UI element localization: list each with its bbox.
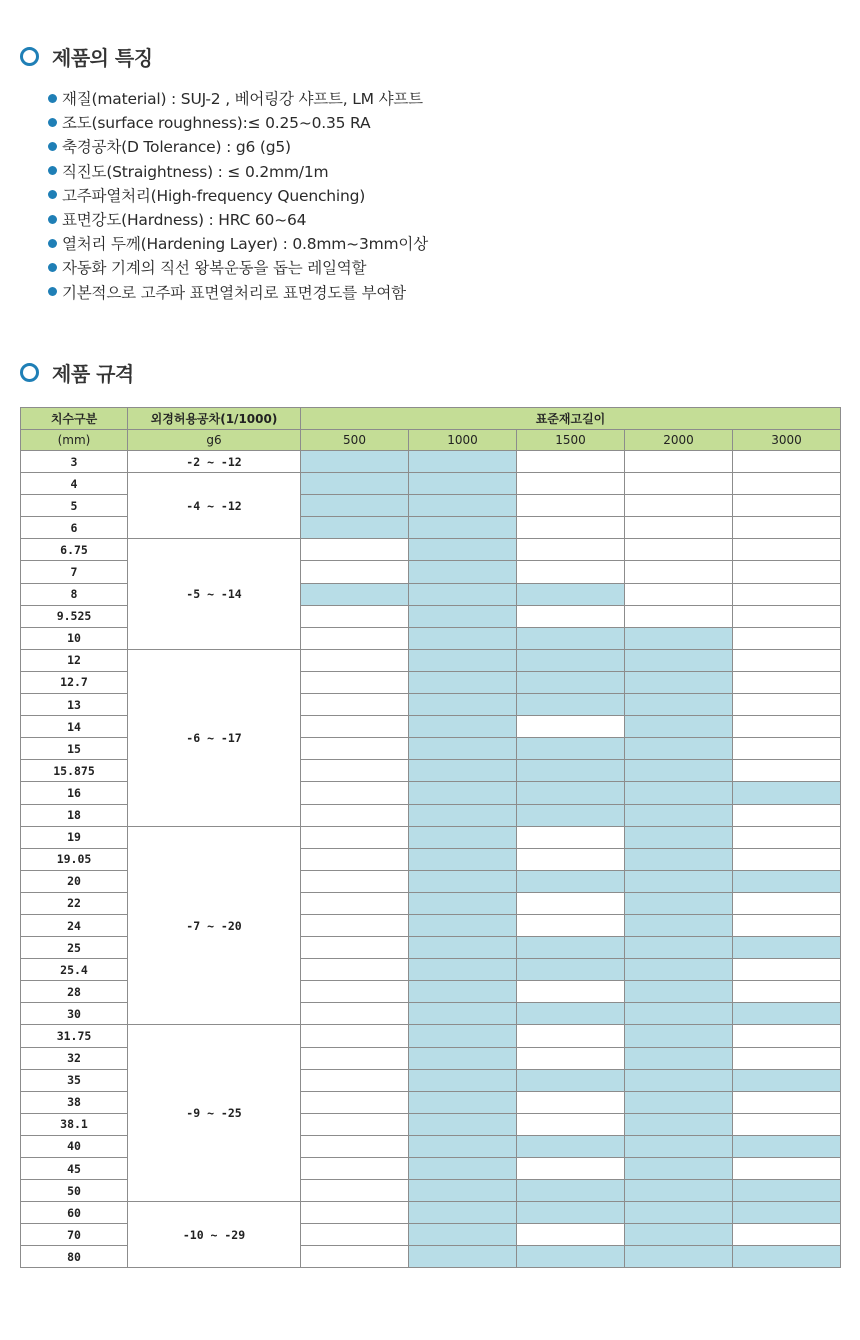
length-available-cell [517, 671, 625, 693]
size-cell: 14 [21, 716, 128, 738]
length-empty-cell [517, 914, 625, 936]
length-available-cell [517, 694, 625, 716]
length-empty-cell [733, 804, 841, 826]
length-available-cell [733, 1135, 841, 1157]
size-cell: 24 [21, 914, 128, 936]
length-empty-cell [301, 738, 409, 760]
length-empty-cell [517, 981, 625, 1003]
size-cell: 8 [21, 583, 128, 605]
bullet-dot-icon [48, 166, 57, 175]
table-row [21, 649, 841, 671]
length-empty-cell [733, 539, 841, 561]
length-empty-cell [733, 914, 841, 936]
size-cell: 4 [21, 473, 128, 495]
length-empty-cell [517, 1047, 625, 1069]
length-available-cell [409, 1246, 517, 1268]
section-title-features: 제품의 특징 [52, 46, 153, 70]
length-empty-cell [733, 473, 841, 495]
size-cell: 40 [21, 1135, 128, 1157]
feature-item [48, 255, 428, 279]
length-available-cell [733, 870, 841, 892]
length-empty-cell [301, 1091, 409, 1113]
size-cell: 6.75 [21, 539, 128, 561]
length-available-cell [625, 870, 733, 892]
length-available-cell [517, 782, 625, 804]
length-available-cell [625, 1135, 733, 1157]
length-empty-cell [733, 1047, 841, 1069]
length-available-cell [409, 1003, 517, 1025]
bullet-dot-icon [48, 94, 57, 103]
length-empty-cell [301, 671, 409, 693]
length-2000-header: 2000 [625, 429, 733, 451]
size-cell: 7 [21, 561, 128, 583]
size-cell: 50 [21, 1180, 128, 1202]
length-available-cell [301, 583, 409, 605]
section-features-heading [20, 42, 153, 71]
size-cell: 38.1 [21, 1113, 128, 1135]
size-cell: 25 [21, 937, 128, 959]
length-empty-cell [301, 1202, 409, 1224]
length-empty-cell [301, 1246, 409, 1268]
length-available-cell [517, 1246, 625, 1268]
table-row [21, 473, 841, 495]
length-available-cell [409, 981, 517, 1003]
length-available-cell [409, 892, 517, 914]
table-row [21, 1025, 841, 1047]
length-empty-cell [733, 716, 841, 738]
feature-text: 조도(surface roughness):≤ 0.25~0.35 RA [62, 114, 371, 133]
length-empty-cell [301, 1069, 409, 1091]
length-empty-cell [517, 1224, 625, 1246]
length-available-cell [625, 937, 733, 959]
size-cell: 30 [21, 1003, 128, 1025]
length-1000-header: 1000 [409, 429, 517, 451]
size-cell: 19.05 [21, 848, 128, 870]
length-available-cell [409, 937, 517, 959]
size-cell: 35 [21, 1069, 128, 1091]
length-available-cell [733, 1246, 841, 1268]
length-available-cell [625, 1224, 733, 1246]
length-empty-cell [733, 981, 841, 1003]
size-cell: 6 [21, 517, 128, 539]
length-available-cell [409, 959, 517, 981]
size-cell: 12 [21, 649, 128, 671]
feature-text: 자동화 기계의 직선 왕복운동을 돕는 레일역할 [62, 259, 367, 278]
length-empty-cell [517, 1113, 625, 1135]
length-1500-header: 1500 [517, 429, 625, 451]
length-available-cell [409, 561, 517, 583]
length-empty-cell [733, 1113, 841, 1135]
size-cell: 22 [21, 892, 128, 914]
length-available-cell [409, 1113, 517, 1135]
feature-item [48, 280, 428, 304]
length-header: 표준재고길이 [301, 408, 841, 430]
tolerance-cell: -2 ~ -12 [128, 451, 301, 473]
size-cell: 32 [21, 1047, 128, 1069]
length-available-cell [301, 517, 409, 539]
length-available-cell [517, 738, 625, 760]
size-cell: 25.4 [21, 959, 128, 981]
length-empty-cell [301, 1047, 409, 1069]
length-available-cell [409, 782, 517, 804]
feature-text: 직진도(Straightness) : ≤ 0.2mm/1m [62, 162, 329, 181]
length-available-cell [625, 1025, 733, 1047]
length-available-cell [625, 1202, 733, 1224]
length-empty-cell [517, 716, 625, 738]
size-cell: 70 [21, 1224, 128, 1246]
feature-item [48, 159, 428, 183]
length-empty-cell [625, 539, 733, 561]
length-empty-cell [301, 782, 409, 804]
length-empty-cell [625, 517, 733, 539]
length-empty-cell [301, 1113, 409, 1135]
length-available-cell [625, 627, 733, 649]
length-empty-cell [733, 671, 841, 693]
length-available-cell [409, 694, 517, 716]
length-available-cell [625, 804, 733, 826]
length-available-cell [625, 694, 733, 716]
size-unit-header: (mm) [21, 429, 128, 451]
length-available-cell [517, 937, 625, 959]
size-cell: 80 [21, 1246, 128, 1268]
length-empty-cell [733, 760, 841, 782]
length-available-cell [625, 1113, 733, 1135]
length-available-cell [625, 892, 733, 914]
length-empty-cell [733, 959, 841, 981]
length-available-cell [625, 1069, 733, 1091]
size-cell: 16 [21, 782, 128, 804]
length-empty-cell [733, 649, 841, 671]
length-available-cell [409, 914, 517, 936]
length-empty-cell [625, 605, 733, 627]
bullet-dot-icon [48, 190, 57, 199]
bullet-dot-icon [48, 263, 57, 272]
size-cell: 19 [21, 826, 128, 848]
feature-item [48, 183, 428, 207]
length-available-cell [625, 671, 733, 693]
length-available-cell [409, 517, 517, 539]
length-empty-cell [625, 451, 733, 473]
length-empty-cell [301, 1025, 409, 1047]
length-available-cell [409, 671, 517, 693]
length-available-cell [517, 1003, 625, 1025]
table-row [21, 826, 841, 848]
length-available-cell [409, 473, 517, 495]
length-available-cell [409, 605, 517, 627]
length-empty-cell [301, 1135, 409, 1157]
length-available-cell [409, 870, 517, 892]
length-available-cell [409, 1069, 517, 1091]
tolerance-cell: -6 ~ -17 [128, 649, 301, 826]
bullet-dot-icon [48, 287, 57, 296]
length-available-cell [625, 826, 733, 848]
length-empty-cell [517, 605, 625, 627]
length-empty-cell [301, 892, 409, 914]
length-available-cell [409, 495, 517, 517]
bullet-dot-icon [48, 215, 57, 224]
length-empty-cell [733, 1224, 841, 1246]
length-empty-cell [733, 738, 841, 760]
size-cell: 3 [21, 451, 128, 473]
length-available-cell [733, 1003, 841, 1025]
length-empty-cell [301, 649, 409, 671]
length-empty-cell [301, 959, 409, 981]
length-3000-header: 3000 [733, 429, 841, 451]
length-available-cell [517, 1135, 625, 1157]
tolerance-cell: -9 ~ -25 [128, 1025, 301, 1202]
feature-list [48, 86, 428, 304]
length-empty-cell [517, 1025, 625, 1047]
length-empty-cell [625, 561, 733, 583]
tolerance-cell: -5 ~ -14 [128, 539, 301, 649]
length-available-cell [409, 1025, 517, 1047]
length-available-cell [625, 848, 733, 870]
feature-text: 축경공차(D Tolerance) : g6 (g5) [62, 138, 291, 157]
size-header: 치수구분 [21, 408, 128, 430]
size-cell: 15.875 [21, 760, 128, 782]
feature-text: 기본적으로 고주파 표면열처리로 표면경도를 부여함 [62, 283, 406, 302]
length-empty-cell [625, 583, 733, 605]
length-empty-cell [517, 826, 625, 848]
length-empty-cell [517, 848, 625, 870]
circle-bullet-icon [20, 363, 39, 382]
tolerance-header: 외경허용공차(1/1000) [128, 408, 301, 430]
length-empty-cell [301, 561, 409, 583]
length-available-cell [409, 848, 517, 870]
length-available-cell [409, 1135, 517, 1157]
length-empty-cell [517, 451, 625, 473]
length-available-cell [409, 1158, 517, 1180]
length-available-cell [517, 627, 625, 649]
length-empty-cell [733, 451, 841, 473]
spec-table [20, 407, 841, 1268]
tolerance-cell: -4 ~ -12 [128, 473, 301, 539]
feature-item [48, 110, 428, 134]
bullet-dot-icon [48, 239, 57, 248]
length-available-cell [517, 649, 625, 671]
bullet-dot-icon [48, 118, 57, 127]
length-empty-cell [517, 1091, 625, 1113]
size-cell: 38 [21, 1091, 128, 1113]
size-cell: 60 [21, 1202, 128, 1224]
length-empty-cell [517, 517, 625, 539]
feature-item [48, 86, 428, 110]
length-available-cell [409, 760, 517, 782]
length-available-cell [733, 1202, 841, 1224]
feature-text: 표면강도(Hardness) : HRC 60~64 [62, 211, 307, 230]
length-available-cell [409, 649, 517, 671]
size-cell: 20 [21, 870, 128, 892]
length-available-cell [409, 804, 517, 826]
length-empty-cell [301, 694, 409, 716]
length-available-cell [409, 583, 517, 605]
tolerance-cell: -7 ~ -20 [128, 826, 301, 1025]
length-empty-cell [733, 694, 841, 716]
length-available-cell [625, 1047, 733, 1069]
length-available-cell [733, 1069, 841, 1091]
length-empty-cell [733, 605, 841, 627]
length-available-cell [409, 1180, 517, 1202]
size-cell: 5 [21, 495, 128, 517]
length-empty-cell [517, 539, 625, 561]
tolerance-cell: -10 ~ -29 [128, 1202, 301, 1268]
length-available-cell [625, 1158, 733, 1180]
length-empty-cell [301, 1180, 409, 1202]
length-empty-cell [301, 760, 409, 782]
length-available-cell [517, 583, 625, 605]
length-empty-cell [301, 716, 409, 738]
bullet-dot-icon [48, 142, 57, 151]
length-empty-cell [301, 914, 409, 936]
length-empty-cell [733, 1158, 841, 1180]
length-available-cell [301, 473, 409, 495]
length-empty-cell [301, 870, 409, 892]
length-empty-cell [517, 892, 625, 914]
length-empty-cell [517, 561, 625, 583]
length-empty-cell [733, 495, 841, 517]
feature-text: 재질(material) : SUJ-2 , 베어링강 샤프트, LM 샤프트 [62, 90, 423, 109]
length-available-cell [733, 937, 841, 959]
length-available-cell [409, 716, 517, 738]
length-available-cell [625, 760, 733, 782]
length-available-cell [409, 539, 517, 561]
length-empty-cell [301, 539, 409, 561]
size-cell: 12.7 [21, 671, 128, 693]
length-empty-cell [733, 517, 841, 539]
tolerance-grade-header: g6 [128, 429, 301, 451]
length-empty-cell [733, 848, 841, 870]
table-row [21, 451, 841, 473]
length-available-cell [517, 959, 625, 981]
length-empty-cell [733, 561, 841, 583]
circle-bullet-icon [20, 47, 39, 66]
length-empty-cell [733, 583, 841, 605]
length-empty-cell [301, 804, 409, 826]
length-available-cell [625, 1091, 733, 1113]
length-available-cell [517, 760, 625, 782]
length-empty-cell [301, 826, 409, 848]
table-row [21, 1202, 841, 1224]
length-available-cell [625, 1003, 733, 1025]
length-available-cell [625, 981, 733, 1003]
length-empty-cell [301, 605, 409, 627]
length-500-header: 500 [301, 429, 409, 451]
length-empty-cell [301, 848, 409, 870]
length-available-cell [409, 1047, 517, 1069]
length-available-cell [409, 451, 517, 473]
length-available-cell [301, 495, 409, 517]
length-available-cell [517, 870, 625, 892]
length-empty-cell [517, 1158, 625, 1180]
feature-item [48, 231, 428, 255]
length-available-cell [409, 1202, 517, 1224]
size-cell: 9.525 [21, 605, 128, 627]
length-available-cell [409, 1224, 517, 1246]
length-available-cell [625, 959, 733, 981]
length-empty-cell [301, 981, 409, 1003]
section-spec-heading [20, 358, 134, 387]
length-available-cell [409, 826, 517, 848]
length-empty-cell [733, 826, 841, 848]
length-empty-cell [301, 1158, 409, 1180]
length-available-cell [517, 1180, 625, 1202]
feature-text: 고주파열처리(High-frequency Quenching) [62, 186, 366, 205]
length-empty-cell [517, 495, 625, 517]
size-cell: 13 [21, 694, 128, 716]
length-available-cell [517, 1202, 625, 1224]
length-available-cell [625, 1180, 733, 1202]
length-available-cell [733, 782, 841, 804]
length-empty-cell [301, 627, 409, 649]
length-available-cell [625, 716, 733, 738]
table-row [21, 539, 841, 561]
length-empty-cell [625, 495, 733, 517]
length-available-cell [409, 1091, 517, 1113]
length-empty-cell [733, 1025, 841, 1047]
length-empty-cell [625, 473, 733, 495]
size-cell: 18 [21, 804, 128, 826]
length-empty-cell [301, 1003, 409, 1025]
length-empty-cell [733, 627, 841, 649]
length-empty-cell [517, 473, 625, 495]
length-available-cell [733, 1180, 841, 1202]
feature-item [48, 134, 428, 158]
length-available-cell [409, 627, 517, 649]
length-empty-cell [301, 1224, 409, 1246]
length-empty-cell [301, 937, 409, 959]
length-available-cell [625, 914, 733, 936]
length-available-cell [409, 738, 517, 760]
length-available-cell [301, 451, 409, 473]
length-available-cell [517, 1069, 625, 1091]
length-available-cell [625, 782, 733, 804]
size-cell: 45 [21, 1158, 128, 1180]
feature-text: 열처리 두께(Hardening Layer) : 0.8mm~3mm이상 [62, 235, 428, 254]
length-available-cell [517, 804, 625, 826]
length-available-cell [625, 649, 733, 671]
section-title-spec: 제품 규격 [52, 362, 134, 386]
feature-item [48, 207, 428, 231]
size-cell: 15 [21, 738, 128, 760]
length-empty-cell [733, 1091, 841, 1113]
length-empty-cell [733, 892, 841, 914]
size-cell: 10 [21, 627, 128, 649]
length-available-cell [625, 1246, 733, 1268]
size-cell: 31.75 [21, 1025, 128, 1047]
size-cell: 28 [21, 981, 128, 1003]
length-available-cell [625, 738, 733, 760]
